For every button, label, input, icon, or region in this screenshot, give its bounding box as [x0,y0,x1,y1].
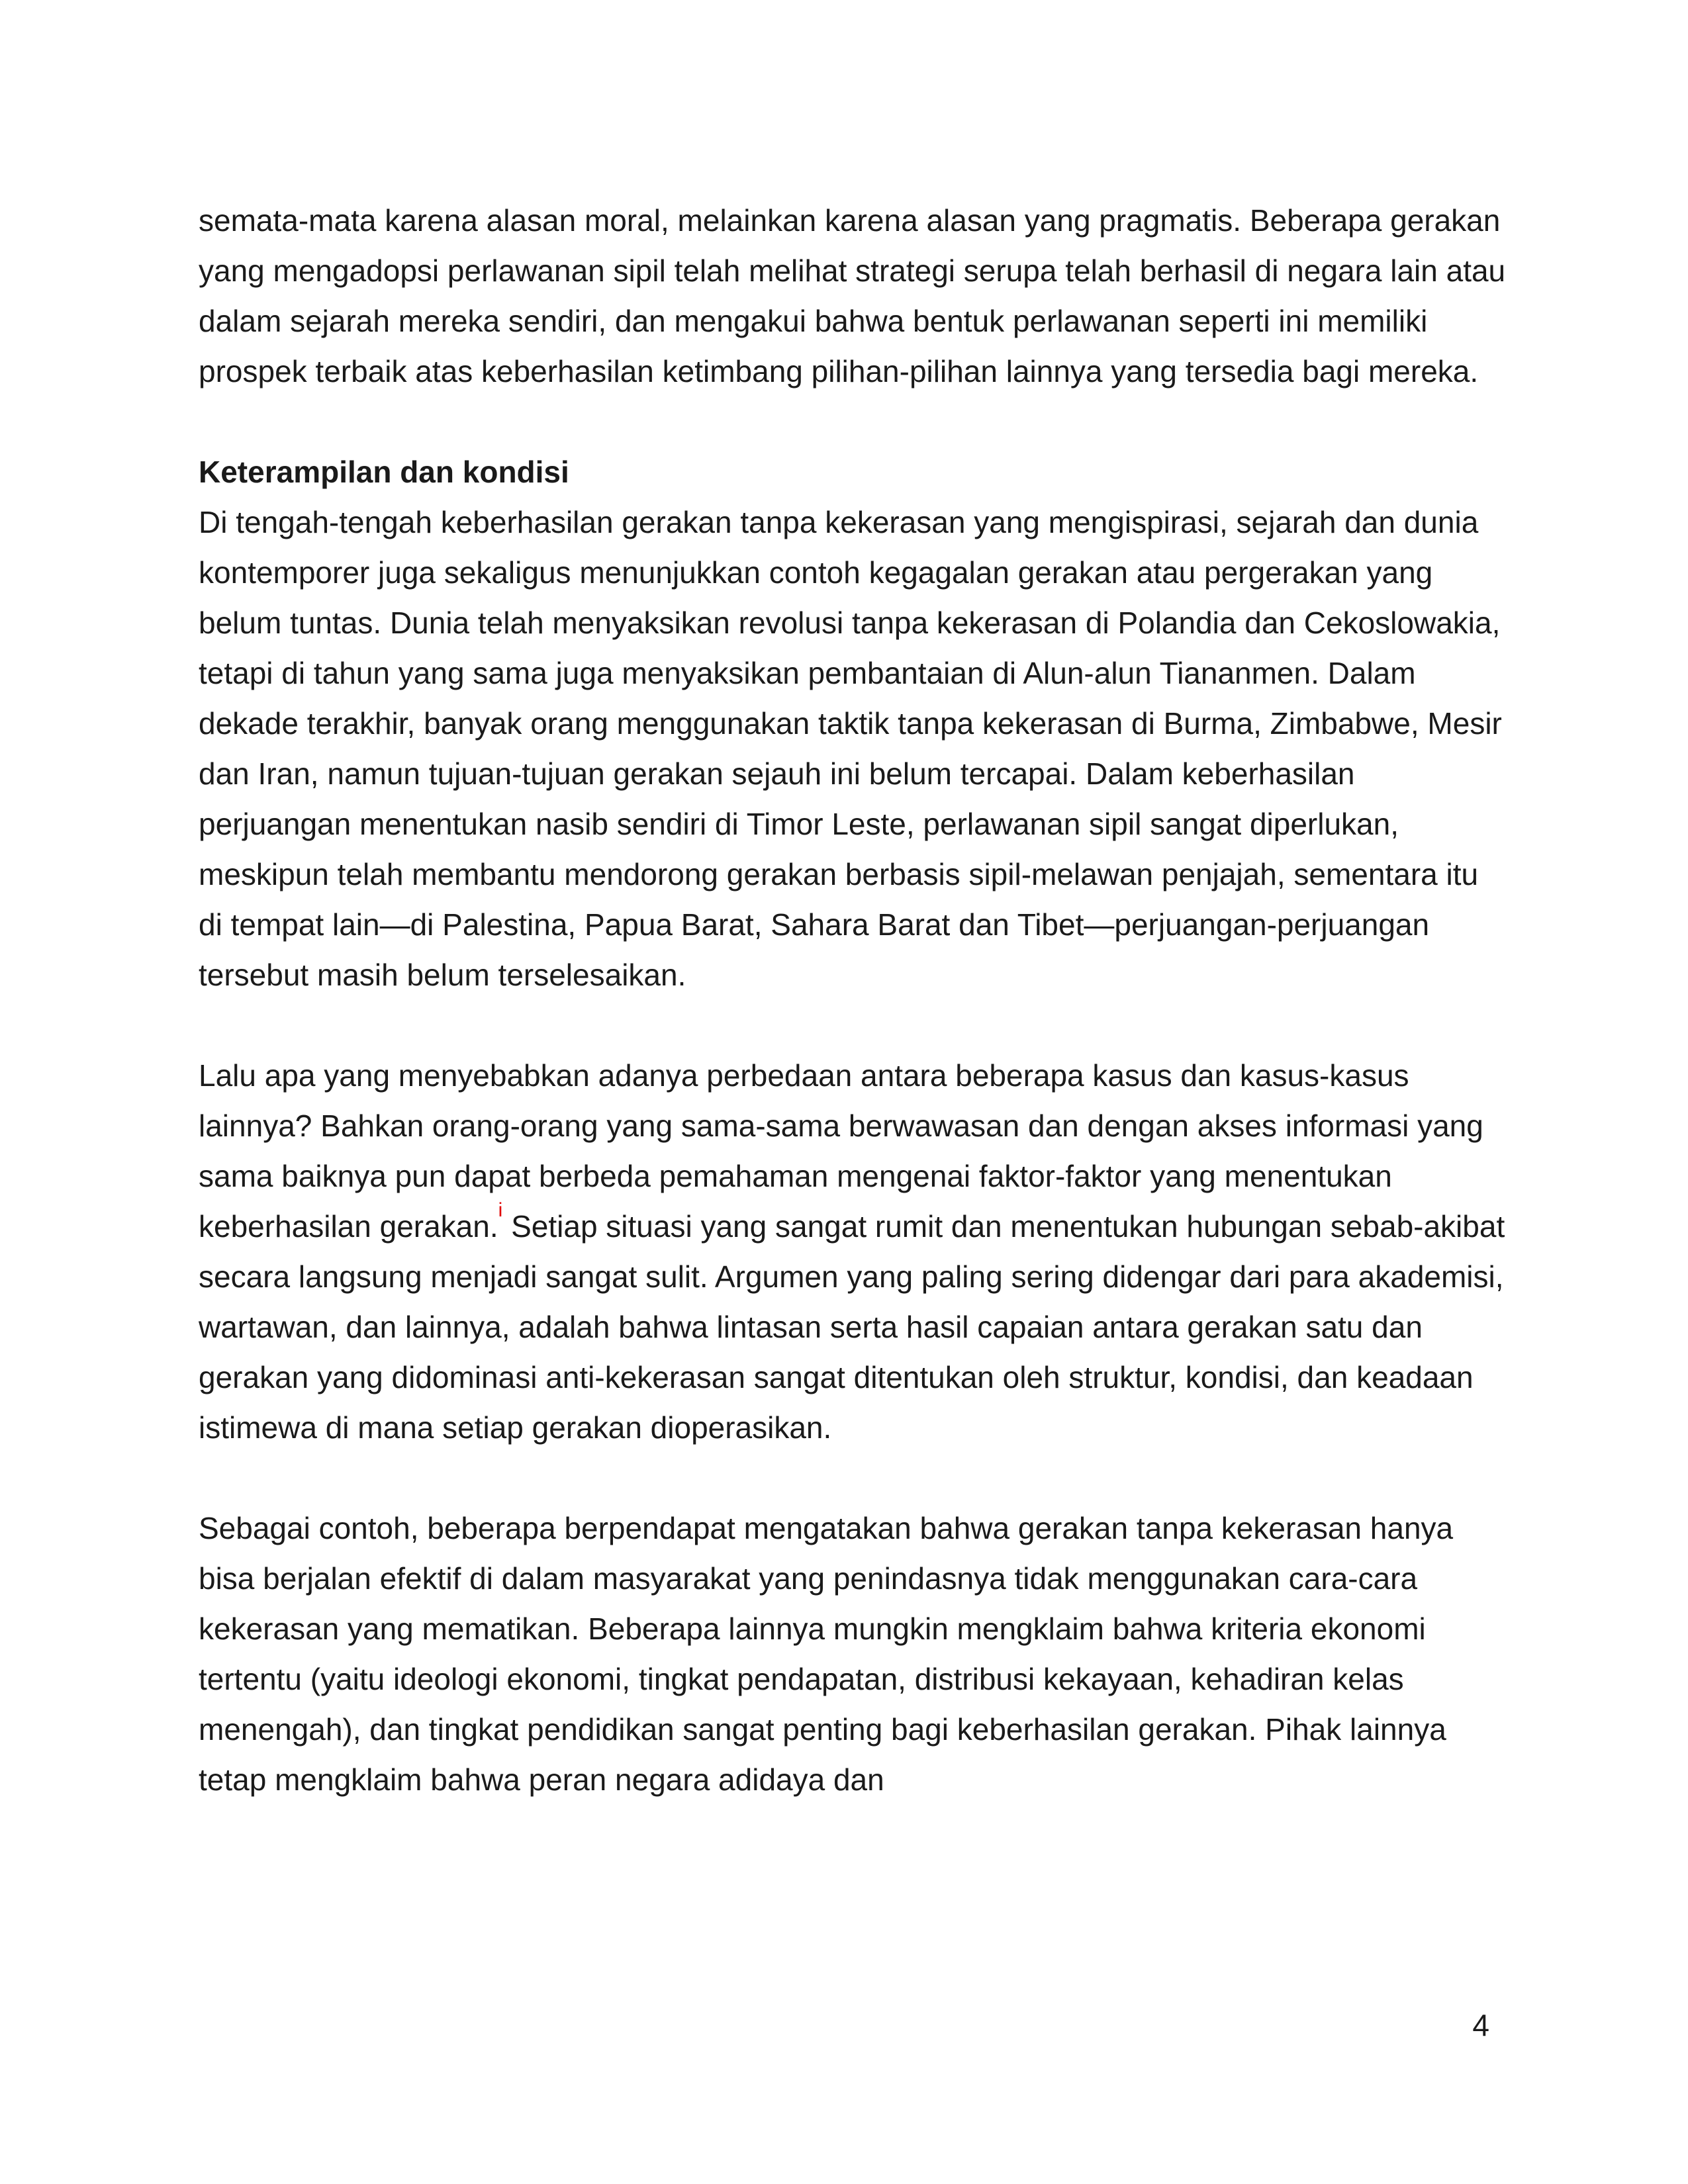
section-keterampilan [199,447,1509,1000]
document-body [199,195,1509,1805]
paragraph-3 [199,1050,1509,1453]
section-heading: Keterampilan dan kondisi [199,455,569,489]
paragraph-3-text-after: Setiap situasi yang sangat rumit dan menentukan hubungan sebab-akibat secara langsung menjadi sangat sulit. Argumen yang paling sering didengar dari para akademisi, wartawan, dan lainnya, adalah bahwa lintasan serta hasil capaian antara gerakan satu dan gerakan yang didominasi anti-kekerasan sangat ditentukan oleh struktur, kondisi, dan keadaan istimewa di mana setiap gerakan dioperasikan. [199,1209,1505,1445]
page-number: 4 [1472,2008,1489,2042]
paragraph-2: Di tengah-tengah keberhasilan gerakan tanpa kekerasan yang mengispirasi, sejarah dan dunia kontemporer juga sekaligus menunjukkan contoh kegagalan gerakan atau pergerakan yang belum tuntas. Dunia telah menyaksikan revolusi tanpa kekerasan di Polandia dan Cekoslowakia, tetapi di tahun yang sama juga menyaksikan pembantaian di Alun-alun Tiananmen. Dalam dekade terakhir, banyak orang menggunakan taktik tanpa kekerasan di Burma, Zimbabwe, Mesir dan Iran, namun tujuan-tujuan gerakan sejauh ini belum tercapai. Dalam keberhasilan perjuangan menentukan nasib sendiri di Timor Leste, perlawanan sipil sangat diperlukan, meskipun telah membantu mendorong gerakan berbasis sipil-melawan penjajah, sementara itu di tempat lain—di Palestina, Papua Barat, Sahara Barat dan Tibet—perjuangan-perjuangan tersebut masih belum terselesaikan. [199,505,1502,992]
footnote-reference[interactable]: i [498,1199,503,1221]
paragraph-1: semata-mata karena alasan moral, melainkan karena alasan yang pragmatis. Beberapa gerakan yang mengadopsi perlawanan sipil telah melihat strategi serupa telah berhasil di negara lain atau dalam sejarah mereka sendiri, dan mengakui bahwa bentuk perlawanan seperti ini memiliki prospek terbaik atas keberhasilan ketimbang pilihan-pilihan lainnya yang tersedia bagi mereka. [199,203,1506,388]
paragraph-3-text-before: Lalu apa yang menyebabkan adanya perbedaan antara beberapa kasus dan kasus-kasus lainnya? Bahkan orang-orang yang sama-sama berwawasan dan dengan akses informasi yang sama baiknya pun dapat berbeda pemahaman mengenai faktor-faktor yang menentukan keberhasilan gerakan. [199,1058,1483,1244]
paragraph-4: Sebagai contoh, beberapa berpendapat mengatakan bahwa gerakan tanpa kekerasan hanya bisa berjalan efektif di dalam masyarakat yang penindasnya tidak menggunakan cara-cara kekerasan yang mematikan. Beberapa lainnya mungkin mengklaim bahwa kriteria ekonomi tertentu (yaitu ideologi ekonomi, tingkat pendapatan, distribusi kekayaan, kehadiran kelas menengah), dan tingkat pendidikan sangat penting bagi keberhasilan gerakan. Pihak lainnya tetap mengklaim bahwa peran negara adidaya dan [199,1511,1454,1797]
